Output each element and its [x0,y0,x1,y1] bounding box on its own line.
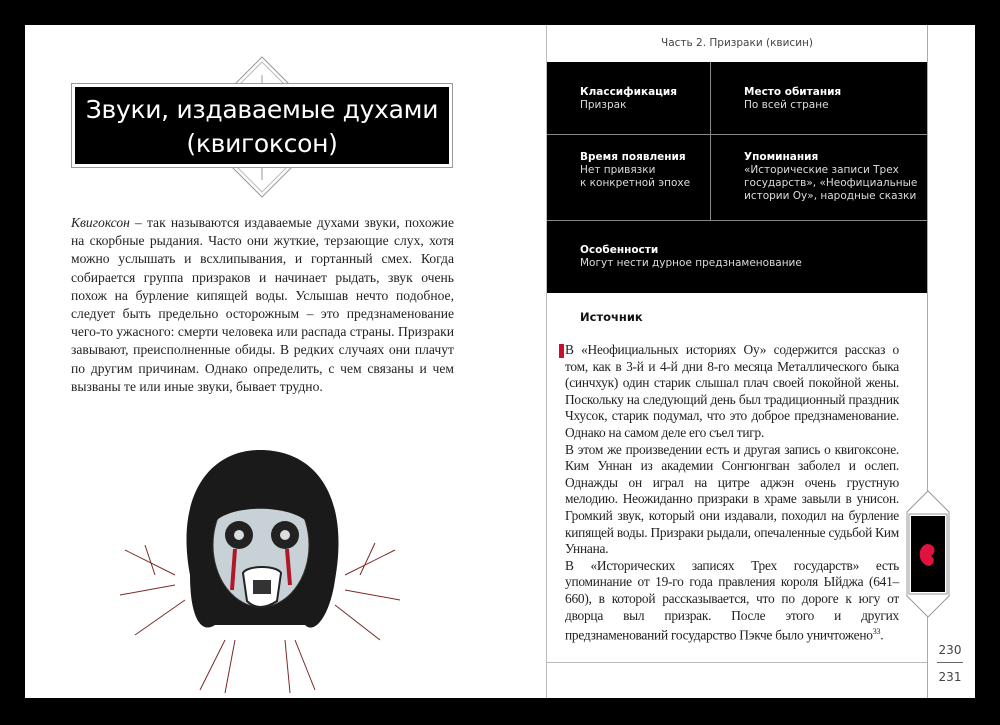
source-paragraph: В «Исторических записях Трех государств» есть упоминание от 19-го года правления короля Ыйджа (641–660), в которой рассказывается, что по дороге к югу от дворца выл призрак. После этого и других предзнаменований государство Пэкче было уничтожено$^{33}$. [565,557,899,643]
page-number-left: 230 [938,643,962,657]
ghost-face-illustration [115,425,405,695]
chapter-title-frame [71,83,453,168]
red-marker-icon [559,344,564,358]
source-heading: Источник [580,310,643,324]
title-line-2: (квигоксон) [186,129,338,158]
info-label: Особенности [580,244,659,256]
row-divider [547,220,927,221]
info-label: Упоминания [744,151,819,163]
info-label: Классификация [580,86,678,98]
info-cell-mentions [711,151,917,203]
info-cell-time [547,151,690,190]
info-value: По всей стране [744,99,829,111]
info-label: Время появления [580,151,686,163]
info-cell-features [547,244,802,270]
footnote-ref: 33 [872,627,881,637]
info-table [547,62,927,293]
intro-term: Квигоксон [71,215,130,230]
row-divider [547,134,927,135]
page-number-divider [937,662,963,663]
title-line-1: Звуки, издаваемые духами [85,95,439,124]
info-cell-classification [547,86,677,112]
footer-rule [547,662,927,663]
book-spread [25,25,975,698]
info-value: Нет привязки к конкретной эпохе [580,164,691,189]
source-paragraph: В «Неофициальных историях Оу» содержится рассказ о том, как в 3-й и 4-й дни 8-го месяца Металлического быка (синчхук) один старик слышал плач своей покойной жены. Поскольку на следующий день был традиционный праздник Чхусок, старик подумал, что это доброе предзнаменование. Однако на самом деле его съел тигр. [565,342,899,440]
source-paragraph-text: В «Исторических записях Трех государств» есть упоминание от 19-го года правления короля Ыйджа (641–660), в которой рассказывается, что по дороге к югу от дворца выл призрак. После этого и других предзнаменований государство Пэкче было уничтожено [565,557,899,643]
ghost-emblem-icon [905,490,951,618]
info-value: Призрак [580,99,627,111]
info-value: Могут нести дурное предзнаменование [580,257,802,269]
info-cell-habitat [711,86,841,112]
info-value: «Исторические записи Трех государств», «Неофициальные истории Оу», народные сказки [744,164,918,202]
running-head: Часть 2. Призраки (квисин) [661,37,813,49]
source-text [565,342,899,644]
intro-text: – так называются издаваемые духами звуки, похожие на скорбные рыдания. Часто они жуткие, терзающие слух, хотя можно услышать и всхлипывания, и гортанный смех. Когда собирается группа призраков и начинает рыдать, звук очень похож на бурление кипящей воды. Услышав нечто подобное, следует быть предельно осторожным – это предзнаменование чего-то ужасного: смерти человека или распада страны. Призраки завывают, преисполненные обиды. В редких случаях они плачут по другим причинам. Однако определить, с чем связаны и чем вызваны те или иные звуки, бывает трудно. [71,215,454,394]
chapter-title [75,87,449,164]
intro-paragraph [71,214,454,396]
chapter-title-block [71,55,453,200]
page-number-right: 231 [938,670,962,684]
info-label: Место обитания [744,86,842,98]
source-paragraph: В этом же произведении есть и другая запись о квигоксоне. Ким Уннан из академии Сонгюнгван заболел и ослеп. Однажды он играл на цитре аджэн очень грустную мелодию. Неожиданно призраки в храме завыли в унисон. Громкий звук, который они издавали, походил на бурление кипящей воды. Призраки рыдали, опечаленные судьбой Ким Уннана. [565,441,899,557]
